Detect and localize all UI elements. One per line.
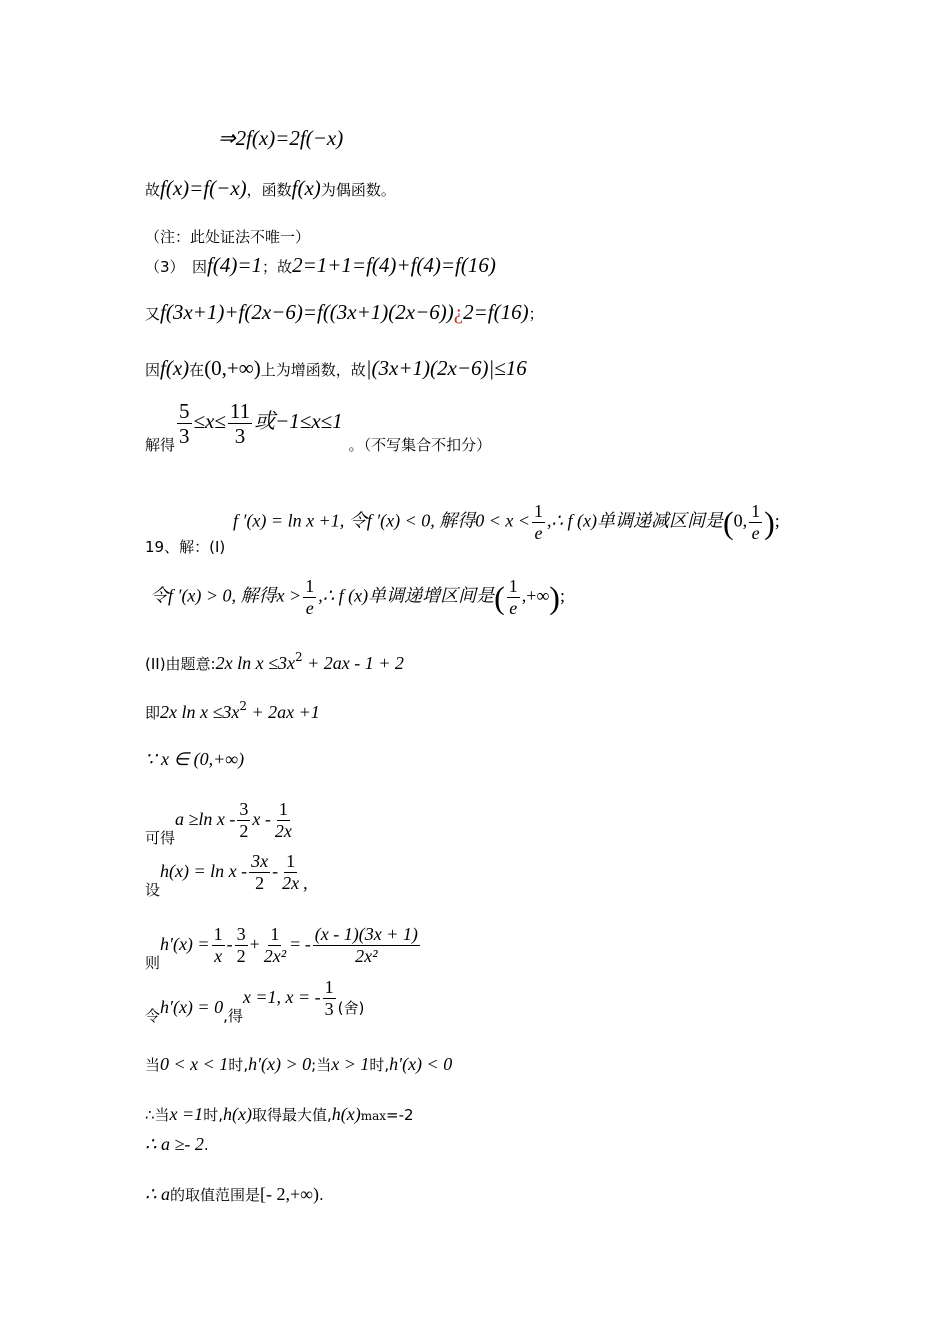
proof-note: （注：此处证法不唯一） bbox=[145, 228, 311, 246]
question-19-label: 19、解：(I) bbox=[145, 538, 226, 556]
decreasing-interval-line: f ′(x) = ln x +1, 令f ′(x) < 0, 解得0 < x < $\frac{1}{e}$ ,∴ f (x)单调递减区间是(0, $\frac{1}{e}$ ); bbox=[233, 501, 780, 543]
final-answer-line: ∴ a的取值范围是[- 2,+∞). bbox=[145, 1184, 324, 1204]
part-ii-condition: (II)由题意:2x $\ln x \le 3x^2 + 2ax - 1 + 2$ bbox=[145, 650, 404, 673]
a-minimum-line: ∴ a ≥- 2. bbox=[145, 1134, 209, 1154]
maximum-value-line: ∴当x =1时,h(x)取得最大值,h(x)max=-2 bbox=[145, 1104, 414, 1124]
increasing-function-line: 因f(x)在(0,+∞)上为增函数，故|(3x+1)(2x−6)|≤16 bbox=[145, 356, 527, 380]
part-3-line: （3） 因f(4)=1；故2=1+1=f(4)+f(4)=f(16) bbox=[145, 253, 496, 277]
inequality-line: 即2x $\ln x \le 3x^2 + 2ax +1$ bbox=[145, 699, 320, 722]
part-3-equation: 又f(3x+1)+f(2x−6)=f((3x+1)(2x−6))¿2=f(16)； bbox=[145, 300, 544, 324]
h-derivative-line: 则h′(x) = $\frac{1}{x}$ - $\frac{3}{2}$ + $\frac{1}{\text{2x²}}$ = - $\frac{(x - 1)(3x + 1)}{\text{2x²}}$ bbox=[145, 924, 418, 972]
monotonic-cases-line: 当0 < x < 1时,h′(x) > 0;当x > 1时,h′(x) < 0 bbox=[145, 1054, 453, 1074]
define-h-line: 设h(x) = ln x - $\frac{3x}{2}$ - $\frac{1}{2x}$ , bbox=[145, 851, 308, 899]
domain-line: ∵ x ∈ (0,+∞) bbox=[145, 749, 245, 769]
a-bound-line: 可得a ≥ln x - $\frac{3}{2}$ x - $\frac{1}{2x}$ bbox=[145, 799, 292, 847]
critical-point-line: 令h′(x) = 0,得x =1, x = - $\frac{1}{3}$ (舍) bbox=[145, 977, 365, 1025]
conclusion-even-function: 故f(x)=f(−x)，函数f(x)为偶函数。 bbox=[145, 176, 396, 200]
increasing-interval-line: 令f ′(x) > 0, 解得x > $\frac{1}{e}$ ,∴ f (x)单调递增区间是( $\frac{1}{e}$ ,+∞); bbox=[150, 576, 565, 618]
equation-line-1: ⇒2f(x)=2f(−x) bbox=[218, 126, 344, 150]
solution-range-line: 解得 $\frac{5}{3}$ ≤x≤ $\frac{11}{3}$ 或−1≤x≤1。（不写集合不扣分） bbox=[145, 399, 492, 455]
